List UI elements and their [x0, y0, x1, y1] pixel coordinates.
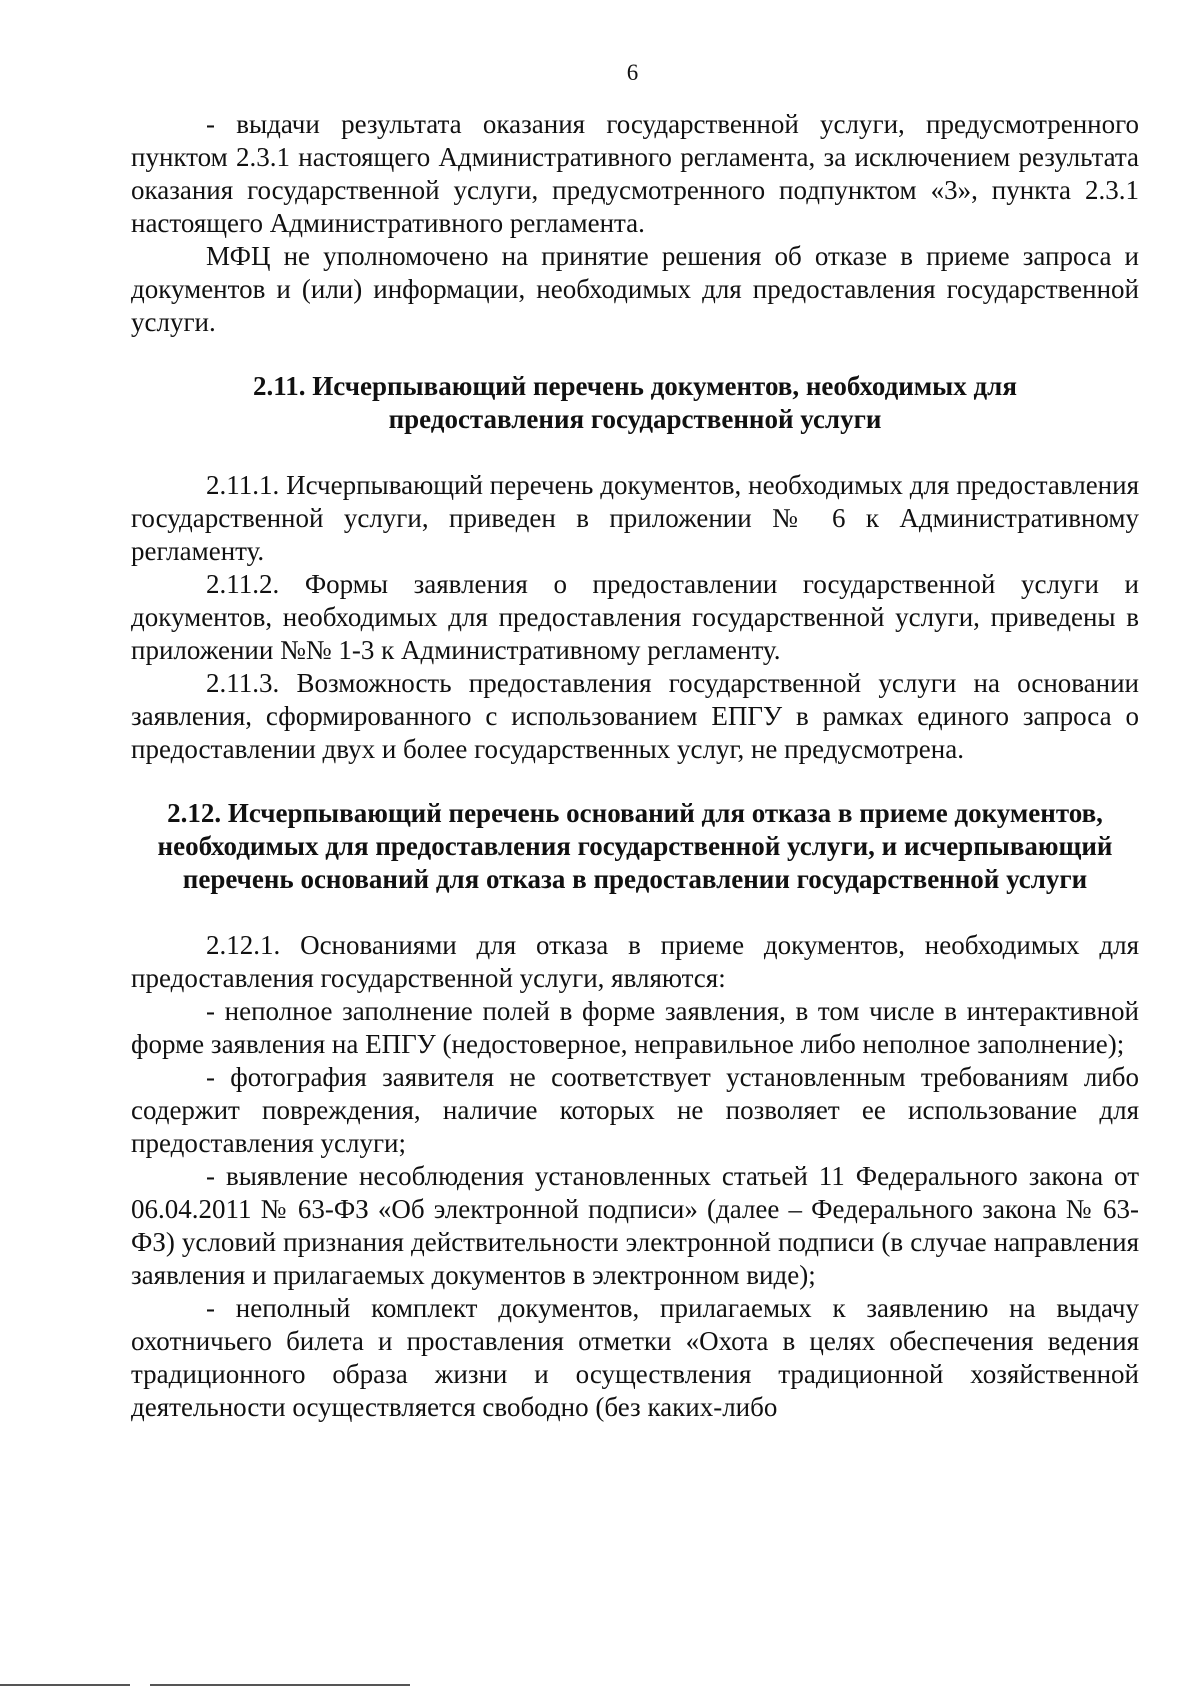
- footer-divider-right: [150, 1684, 410, 1686]
- document-body: [131, 108, 1139, 1424]
- paragraph-intro-2: МФЦ не уполномочено на принятие решения об отказе в приеме запроса и документов и (или) информации, необходимых для предоставления государственной услуги.: [131, 241, 1139, 337]
- paragraph-2-11-3: 2.11.3. Возможность предоставления государственной услуги на основании заявления, сформированного с использованием ЕПГУ в рамках единого запроса о предоставлении двух и более государственных услуг, не предусмотрена.: [131, 668, 1139, 764]
- paragraph-2-12-1: 2.12.1. Основаниями для отказа в приеме документов, необходимых для предоставления государственной услуги, являются:: [131, 930, 1139, 993]
- section-2-12-heading: 2.12. Исчерпывающий перечень оснований для отказа в приеме документов, необходимых для предоставления государственной услуги, и исчерпывающий перечень оснований для отказа в предоставлении государственной услуги: [157, 798, 1113, 894]
- paragraph-2-12-item-1: - неполное заполнение полей в форме заявления, в том числе в интерактивной форме заявления на ЕПГУ (недостоверное, неправильное либо неполное заполнение);: [131, 996, 1139, 1059]
- paragraph-2-11-1: 2.11.1. Исчерпывающий перечень документов, необходимых для предоставления государственной услуги, приведен в приложении № 6 к Административному регламенту.: [131, 470, 1139, 566]
- paragraph-2-11-2: 2.11.2. Формы заявления о предоставлении государственной услуги и документов, необходимых для предоставления государственной услуги, приведены в приложении №№ 1-3 к Административному регламенту.: [131, 569, 1139, 665]
- paragraph-2-12-item-3: - выявление несоблюдения установленных статьей 11 Федерального закона от 06.04.2011 № 63-ФЗ «Об электронной подписи» (далее – Федерального закона № 63-ФЗ) условий признания действительности электронной подписи (в случае направления заявления и прилагаемых документов в электронном виде);: [131, 1161, 1139, 1290]
- paragraph-intro-1: - выдачи результата оказания государственной услуги, предусмотренного пунктом 2.3.1 настоящего Административного регламента, за исключением результата оказания государственной услуги, предусмотренного подпунктом «3», пункта 2.3.1 настоящего Административного регламента.: [131, 109, 1139, 238]
- paragraph-2-12-item-4: - неполный комплект документов, прилагаемых к заявлению на выдачу охотничьего билета и проставления отметки «Охота в целях обеспечения ведения традиционного образа жизни и осуществления традиционной хозяйственной деятельности осуществляется свободно (без каких-либо: [131, 1293, 1139, 1422]
- paragraph-2-12-item-2: - фотография заявителя не соответствует установленным требованиям либо содержит повреждения, наличие которых не позволяет ее использование для предоставления услуги;: [131, 1062, 1139, 1158]
- page-number: 6: [626, 60, 639, 85]
- footer-divider-left: [0, 1684, 130, 1686]
- section-2-11-heading: 2.11. Исчерпывающий перечень документов, необходимых для предоставления государственной услуги: [253, 371, 1017, 434]
